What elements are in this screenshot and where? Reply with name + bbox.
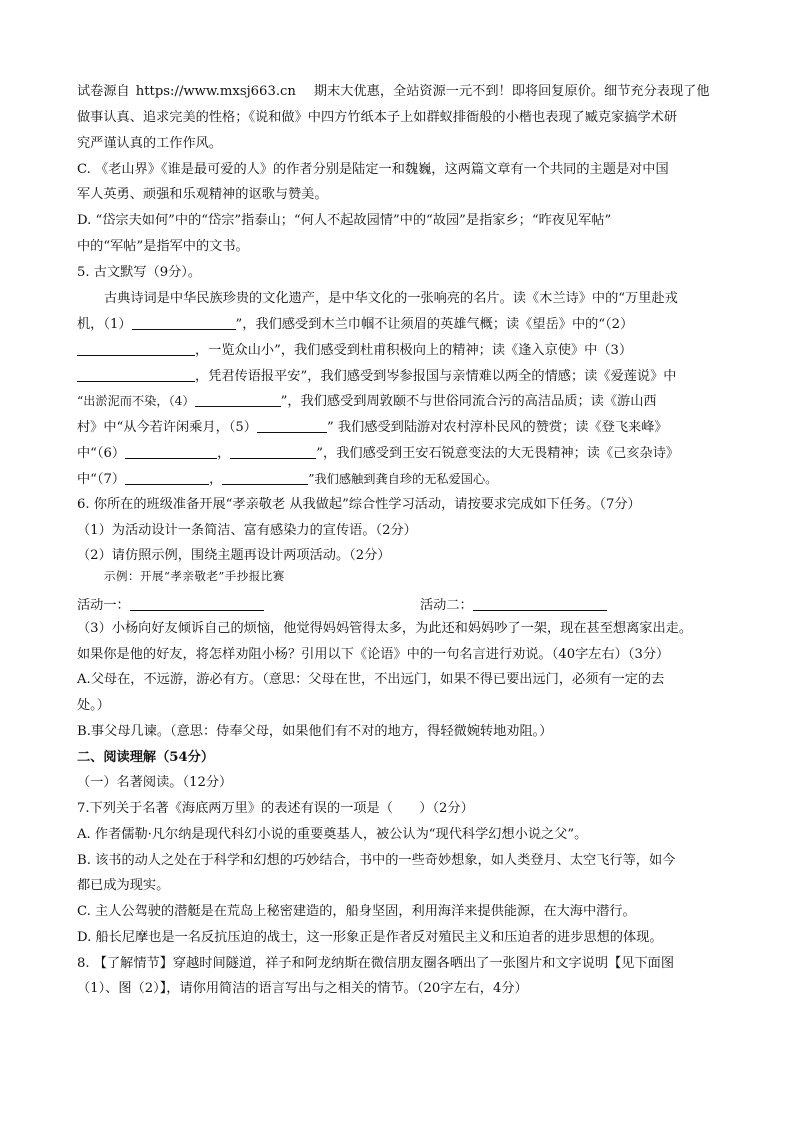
fill-line (77, 315, 722, 334)
text-span: ”，我们感受到王安石锐意变法的大无畏精神；读《己亥杂诗》 (316, 446, 680, 461)
quote-a: A.父母在，不远游，游必有方。（意思：父母在世，不出远门，如果不得已要出远门，必须有一定的去 (77, 672, 665, 687)
answer-blank-4[interactable] (195, 392, 281, 407)
option-b: B. 该书的动人之处在于科学和幻想的巧妙结合，书中的一些奇妙想象，如人类登月、太空飞行等，如今 (77, 853, 676, 868)
task-3: （3）小杨向好友倾诉自己的烦恼，他觉得妈妈管得太多，为此还和妈妈吵了一架，现在甚至想离家出走。 (77, 621, 693, 636)
text-span: ”，我们感受到周敦颐不与世俗同流合污的高洁品质；读《游山西 (280, 394, 657, 409)
text-span: ”我们感触到龚自珍的无私爱国心。 (308, 472, 498, 486)
example-text: 示例：开展“孝亲敬老”手抄报比赛 (104, 569, 285, 583)
text-line: 古典诗词是中华民族珍贵的文化遗产，是中华文化的一张响亮的名片。读《木兰诗》中的“万里赴戎 (104, 291, 678, 306)
task-1: （1）为活动设计一条简洁、富有感染力的宣传语。（2分） (77, 523, 417, 538)
blank-label: 中“（6） (77, 446, 126, 461)
text-span: ”，我们感受到木兰巾帼不让须眉的英雄气概；读《望岳》中的“（2） (235, 317, 634, 332)
answer-blank-6a[interactable] (125, 444, 217, 459)
fill-line (77, 444, 722, 463)
text-line: 如果你是他的好友，将怎样劝阻小杨？引用以下《论语》中的一句名言进行劝说。（40字左右）（3分） (77, 647, 670, 662)
question-5-title: 5. 古文默写（9分）。 (77, 265, 202, 280)
blank-label: 机，（1） (77, 317, 132, 332)
text-span: ” 我们感受到陆游对农村淳朴民风的赞赏；读《登飞来峰》 (326, 420, 668, 435)
text-line: 究严谨认真的工作作风。 (77, 136, 223, 151)
answer-blank-7a[interactable] (125, 470, 209, 485)
answer-blank-7b[interactable] (222, 470, 308, 485)
answer-blank-5[interactable] (257, 418, 327, 433)
answer-blank-1[interactable] (132, 315, 236, 330)
option-c: C. 《老山界》《谁是最可爱的人》的作者分别是陆定一和魏巍，这两篇文章有一个共同的主题是对中国 (77, 162, 669, 177)
fill-line (77, 392, 722, 411)
activity-2 (420, 594, 607, 613)
text-line: 中的“军帖”是指军中的文书。 (77, 239, 249, 254)
text-line: （1）、图（2）】，请你用简洁的语言写出与之相关的情节。（20字左右，4分） (77, 981, 528, 996)
task-2: （2）请仿照示例，围绕主题再设计两项活动。（2分） (77, 548, 391, 563)
comma: ， (209, 472, 223, 487)
section-2-title: 二、阅读理解（54分） (77, 750, 215, 765)
blank-label: 村》中“从今若许闲乘月，（5） (77, 420, 257, 435)
activity-2-label: 活动二： (420, 598, 473, 613)
answer-blank-3[interactable] (77, 367, 195, 382)
blank-label: 中“（7） (77, 472, 126, 487)
source-label: 试卷源自 (77, 84, 130, 99)
option-d: D. “岱宗夫如何”中的“岱宗”指泰山；“何人不起故园情”中的“故园”是指家乡；“昨夜见军帖” (77, 213, 612, 228)
fill-line (77, 418, 722, 437)
activity-1 (77, 594, 264, 613)
comma: ， (217, 446, 231, 461)
text-line: 军人英勇、顽强和乐观精神的讴歌与赞美。 (77, 187, 328, 202)
question-8-title: 8. 【了解情节】穿越时间隧道，祥子和阿龙纳斯在微信朋友圈各晒出了一张图片和文字说明【见下面图 (77, 956, 675, 971)
text-line: 做事认真、追求完美的性格；《说和做》中四方竹纸本子上如群蚁排衙般的小楷也表现了臧克家搞学术研 (77, 110, 678, 125)
activity-2-blank[interactable] (473, 596, 607, 611)
text-span: ，一览众山小”，我们感受到杜甫积极向上的精神；读《逢入京使》中（3） (195, 343, 633, 358)
activity-1-blank[interactable] (130, 596, 264, 611)
answer-blank-2[interactable] (77, 341, 195, 356)
question-7-title: 7.下列关于名著《海底两万里》的表述有误的一项是（ ）（2分） (77, 801, 474, 816)
option-a: A. 作者儒勒·凡尔纳是现代科幻小说的重要奠基人，被公认为“现代科学幻想小说之父”。 (77, 827, 588, 842)
option-d: D. 船长尼摩也是一名反抗压迫的战士，这一形象正是作者反对殖民主义和压迫者的进步思想的体现。 (77, 930, 663, 945)
activity-1-label: 活动一： (77, 598, 130, 613)
source-line (77, 83, 722, 101)
answer-blank-6b[interactable] (230, 444, 316, 459)
text-line: 处。） (77, 698, 110, 713)
promo-text: 期末大优惠，全站资源一元不到！即将回复原价。细节充分表现了他 (313, 84, 710, 99)
source-link[interactable]: https://www.mxsj663.cn (135, 84, 296, 99)
text-span: ，凭君传语报平安”，我们感受到岑参报国与亲情难以两全的情感；读《爱莲说》中 (195, 369, 677, 384)
text-line: 都已成为现实。 (77, 878, 170, 893)
option-c: C. 主人公驾驶的潜艇是在荒岛上秘密建造的，船身坚固，利用海洋来提供能源，在大海中潜行。 (77, 904, 636, 919)
quote-b: B.事父母几谏。（意思：侍奉父母，如果他们有不对的地方，得轻微婉转地劝阻。） (77, 724, 553, 739)
question-6-title: 6. 你所在的班级准备开展“孝亲敬老 从我做起”综合性学习活动，请按要求完成如下任务。（7分） (77, 497, 641, 512)
fill-line (77, 470, 722, 489)
blank-label: “出淤泥而不染，（4） (77, 394, 195, 408)
fill-line (77, 367, 722, 386)
fill-line (77, 341, 722, 360)
subsection-title: （一）名著阅读。（12分） (77, 775, 233, 790)
